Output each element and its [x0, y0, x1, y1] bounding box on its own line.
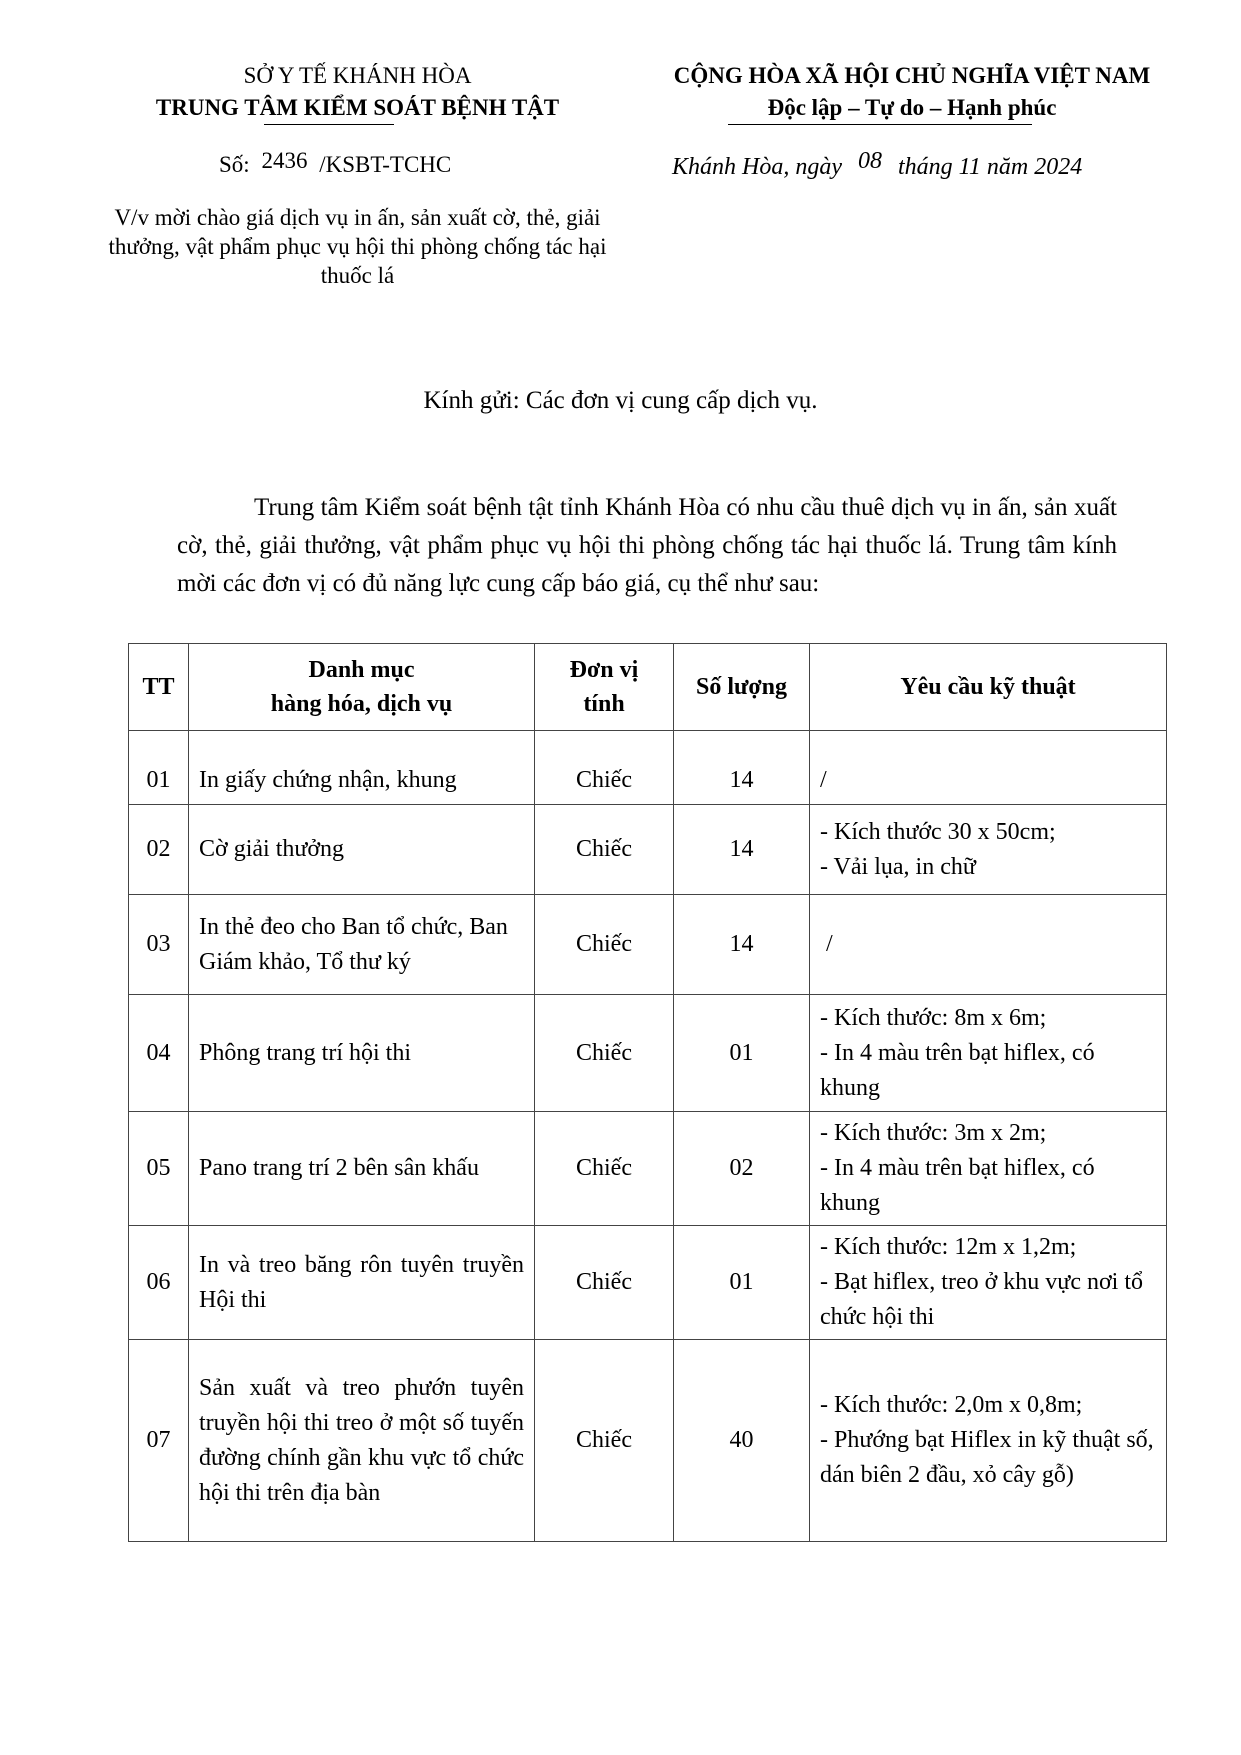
document-number: [219, 150, 451, 180]
row-name: In thẻ đeo cho Ban tổ chức, Ban Giám khảo, Tổ thư ký: [189, 895, 535, 995]
items-table: [128, 643, 1167, 1542]
ministry-name: SỞ Y TẾ KHÁNH HÒA: [243, 63, 472, 88]
row-name: Cờ giải thưởng: [189, 805, 535, 895]
recipient-line: Kính gửi: Các đơn vị cung cấp dịch vụ.: [423, 387, 818, 414]
req-line: - In 4 màu trên bạt hiflex, có khung: [820, 1039, 1095, 1101]
req-line: - Kích thước: 12m x 1,2m;: [820, 1234, 1077, 1260]
row-unit: Chiếc: [535, 731, 674, 805]
row-unit: Chiếc: [535, 995, 674, 1112]
req-line: - In 4 màu trên bạt hiflex, có khung: [820, 1155, 1095, 1216]
row-req: [810, 1112, 1167, 1226]
row-req: [810, 1340, 1167, 1542]
row-name: In và treo băng rôn tuyên truyền Hội thi: [189, 1226, 535, 1340]
row-req: [810, 731, 1167, 805]
header-unit-line2: tính: [583, 691, 625, 717]
row-tt: 02: [129, 805, 189, 895]
header-item-line2: hàng hóa, dịch vụ: [270, 691, 453, 717]
req-line: - Vải lụa, in chữ: [820, 853, 976, 880]
row-req: [810, 995, 1167, 1112]
header-unit: [535, 644, 674, 731]
row-qty: 02: [674, 1112, 810, 1226]
req-line: - Kích thước: 8m x 6m;: [820, 1004, 1047, 1031]
intro-paragraph: [177, 489, 1117, 603]
row-unit: Chiếc: [535, 1340, 674, 1542]
req-line: - Kích thước 30 x 50cm;: [820, 818, 1056, 845]
header-qty: Số lượng: [674, 644, 810, 731]
date-suffix: tháng 11 năm 2024: [898, 154, 1083, 180]
header-req: Yêu cầu kỹ thuật: [810, 644, 1167, 731]
row-unit: Chiếc: [535, 895, 674, 995]
req-line: - Phướng bạt Hiflex in kỹ thuật số, dán biên 2 đầu, xỏ cây gỗ): [820, 1427, 1154, 1488]
table-row: [129, 1226, 1167, 1340]
row-req: [810, 895, 1167, 995]
row-qty: 14: [674, 805, 810, 895]
row-unit: Chiếc: [535, 1226, 674, 1340]
row-tt: 05: [129, 1112, 189, 1226]
header-item-line1: Danh mục: [308, 657, 415, 683]
row-name: Sản xuất và treo phướn tuyên truyền hội thi treo ở một số tuyến đường chính gần khu vực tổ chức hội thi trên địa bàn: [189, 1340, 535, 1542]
table-row: [129, 805, 1167, 895]
table-row: [129, 1112, 1167, 1226]
req-line: /: [820, 767, 827, 793]
country-name: CỘNG HÒA XÃ HỘI CHỦ NGHĨA VIỆT NAM: [673, 63, 1151, 88]
row-tt: 06: [129, 1226, 189, 1340]
row-req: [810, 805, 1167, 895]
table-row: [129, 895, 1167, 995]
row-name: Phông trang trí hội thi: [189, 995, 535, 1112]
req-line: - Kích thước: 3m x 2m;: [820, 1120, 1047, 1146]
date-day: 08: [858, 148, 882, 174]
row-qty: 14: [674, 731, 810, 805]
row-tt: 07: [129, 1340, 189, 1542]
number-prefix: Số:: [219, 152, 250, 177]
row-tt: 01: [129, 731, 189, 805]
row-req: [810, 1226, 1167, 1340]
number-value: 2436: [261, 148, 308, 173]
table-row: [129, 995, 1167, 1112]
row-unit: Chiếc: [535, 805, 674, 895]
req-line: - Bạt hiflex, treo ở khu vực nơi tổ chức hội thi: [820, 1269, 1143, 1330]
row-qty: 14: [674, 895, 810, 995]
header-unit-line1: Đơn vị: [569, 657, 639, 683]
table-row: [129, 1340, 1167, 1542]
national-header: [612, 60, 1212, 124]
row-tt: 03: [129, 895, 189, 995]
row-tt: 04: [129, 995, 189, 1112]
organization-name: TRUNG TÂM KIỂM SOÁT BỆNH TẬT: [155, 95, 560, 120]
header-item: [189, 644, 535, 731]
row-name: In giấy chứng nhận, khung: [189, 731, 535, 805]
intro-text: Trung tâm Kiểm soát bệnh tật tỉnh Khánh Hòa có nhu cầu thuê dịch vụ in ấn, sản xuất cờ, thẻ, giải thưởng, vật phẩm phục vụ hội thi phòng chống tác hại thuốc lá. Trung tâm kính mời các đơn vị có đủ năng lực cung cấp báo giá, cụ thể như sau:: [177, 494, 1117, 597]
motto-underline: [728, 124, 1032, 125]
organization-underline: [264, 124, 394, 125]
row-qty: 01: [674, 995, 810, 1112]
header-tt: TT: [129, 644, 189, 731]
document-date: [672, 148, 1083, 182]
req-line: /: [826, 931, 833, 957]
row-name: Pano trang trí 2 bên sân khấu: [189, 1112, 535, 1226]
table-header-row: [129, 644, 1167, 731]
date-prefix: Khánh Hòa, ngày: [672, 154, 842, 180]
row-qty: 01: [674, 1226, 810, 1340]
national-motto: Độc lập – Tự do – Hạnh phúc: [767, 95, 1057, 120]
sender-block: [105, 60, 610, 124]
document-subject: V/v mời chào giá dịch vụ in ấn, sản xuất cờ, thẻ, giải thưởng, vật phẩm phục vụ hội thi phòng chống tác hại thuốc lá: [108, 205, 607, 288]
table-row: [129, 731, 1167, 805]
row-unit: Chiếc: [535, 1112, 674, 1226]
number-suffix: /KSBT-TCHC: [319, 152, 452, 177]
row-qty: 40: [674, 1340, 810, 1542]
req-line: - Kích thước: 2,0m x 0,8m;: [820, 1392, 1083, 1418]
